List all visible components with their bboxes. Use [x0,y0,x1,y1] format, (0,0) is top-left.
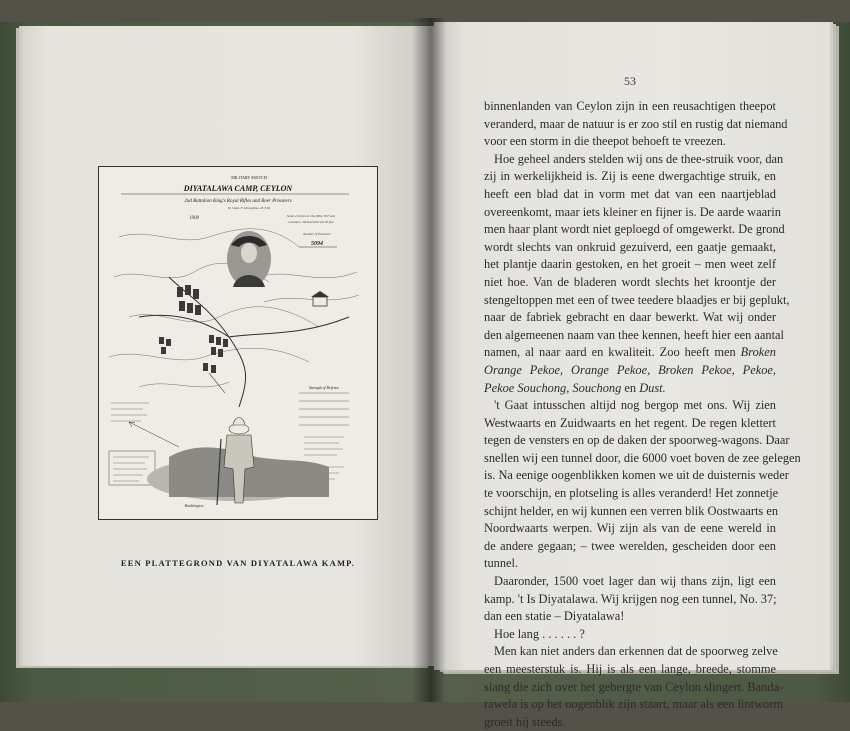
text-line: Hoe geheel anders stelden wij ons de thee-struik voor, dan [494,151,784,166]
book-spine-shadow [412,18,446,702]
text-line: den algemeenen naam van thee kennen, heeft hier een aantal [484,327,784,342]
paragraph-2 [484,151,790,397]
text-line: heeft een blad dat in vorm met dat van een naartjeblad [484,186,776,201]
text-line: wordt slechts van onkruid gezuiverd, een gaatje gemaakt, [484,239,776,254]
text-line: 't Gaat intusschen altijd nog bergop met ons. Wij zien [494,398,776,413]
text-line: rawela is op het oogenblik zijn staart, maar als een lintworm [484,697,784,712]
text-line: binnenlanden van Ceylon zijn in een reusachtigen theepot [484,99,776,113]
tea-name-dust: Dust. [639,380,666,395]
camp-map-illustration [99,167,377,519]
text-line: Hoe lang . . . . . . ? [494,626,585,641]
text-line: is. Na eenige oogenblikken komen we uit de duisternis weder [484,468,789,483]
text-line: Men kan niet anders dan erkennen dat de spoorweg zelve [494,644,778,659]
text-line: dan een statie – Diyatalawa! [484,609,625,624]
plate-caption: EEN PLATTEGROND VAN DIYATALAWA KAMP. [120,558,356,568]
map-signature: Haddington [184,503,204,508]
paragraph-4 [484,573,776,626]
text-line: Daaronder, 1500 voet lager dan wij thans zijn, ligt een [494,574,776,589]
text-line: een meesterstuk is. Hij is als een lange, breede, stomme [484,662,776,676]
map-header-small: MILITARY SKETCH [231,175,267,180]
text-line: men haar plant wordt niet geploegd of omgewerkt. De grond [484,222,785,237]
text-line: Noordwaarts werpen. Wij zijn als van de eene wereld in [484,521,776,536]
map-strength-label: Strength of Defence [308,386,340,390]
map-plate [98,166,378,520]
text-line: Westwaarts en Zuidwaarts en het regent. De regen klettert [484,415,776,430]
text-line: niet hoe. Van de bladeren wordt slechts het kroontje der [484,274,776,289]
map-title: DIYATALAWA CAMP, CEYLON [183,184,293,193]
and-word: en [624,380,637,395]
map-year: 1900 [189,216,199,221]
text-line: tunnel. [484,556,519,571]
page-number: 53 [624,74,636,88]
text-line: slang die zich over het gebergte van Ceylon slingert. Banda- [484,679,784,694]
text-line: veranderd, maar de natuur is er zoo stil en rustig dat niemand [484,116,788,131]
paragraph-6 [484,643,784,731]
paragraph-5 [484,626,776,644]
text-line: overeenkomt, maar iets kleiner en fijner is. De aarde waarin [484,204,781,219]
text-line: te voorschijn, en plotseling is alles veranderd! Het zonnetje [484,486,779,501]
text-line: de andere gegaan; – twee werelden, gescheiden door een [484,538,776,553]
text-line: kamp. 't Is Diyatalawa. Wij krijgen nog een tunnel, No. 37; [484,591,777,606]
text-line: namen, al naar aard en kwaliteit. Zoo heeft men [484,345,736,360]
text-line: stengeltoppen met een of twee teedere blaadjes er bij geplukt, [484,292,790,307]
text-line: naar de fabriek gebracht en daar bewerkt. Wat wij onder [484,310,776,325]
text-line: groeit hij steeds. [484,714,566,729]
text-line: snellen wij een tunnel door, die 6000 voet boven de zee gelegen [484,450,801,465]
paragraph-1 [484,98,788,151]
map-prisoners-label: Number of Prisoners [303,232,331,236]
text-line: schijnt helder, en wij kunnen een verren blik Oostwaarts en [484,503,779,518]
text-line: voor een storm in die theepot behoeft te vreezen. [484,134,726,149]
tea-names-passage [484,344,776,397]
map-author-line: by Capt. F. Deveglins. 23.3.02 [227,206,271,210]
map-scale-note: Scale 4 inches to One Mile. H.F. abs [286,214,336,218]
map-contour-note: Contours. Vertical Interval 50 feet [288,220,334,224]
text-line: tegen de vensters en op de daken der spoorweg-wagons. Daar [484,433,790,448]
body-text [484,98,801,731]
tea-names: Broken Orange Pekoe, Orange Pekoe, Broken Pekoe, Pekoe, Pekoe Souchong, Souchong [484,345,776,395]
map-subtitle: 2nd Battalion King's Royal Rifles and Boer Prisoners [184,199,292,204]
map-prisoners-value: 5094 [311,241,323,247]
text-line: zij in werkelijkheid is. Zij is eene dwergachtige struik, en [484,169,776,184]
text-line: het plantje daarin gestoken, en het groeit – men weet zelf [484,257,776,272]
paragraph-3 [484,397,801,573]
